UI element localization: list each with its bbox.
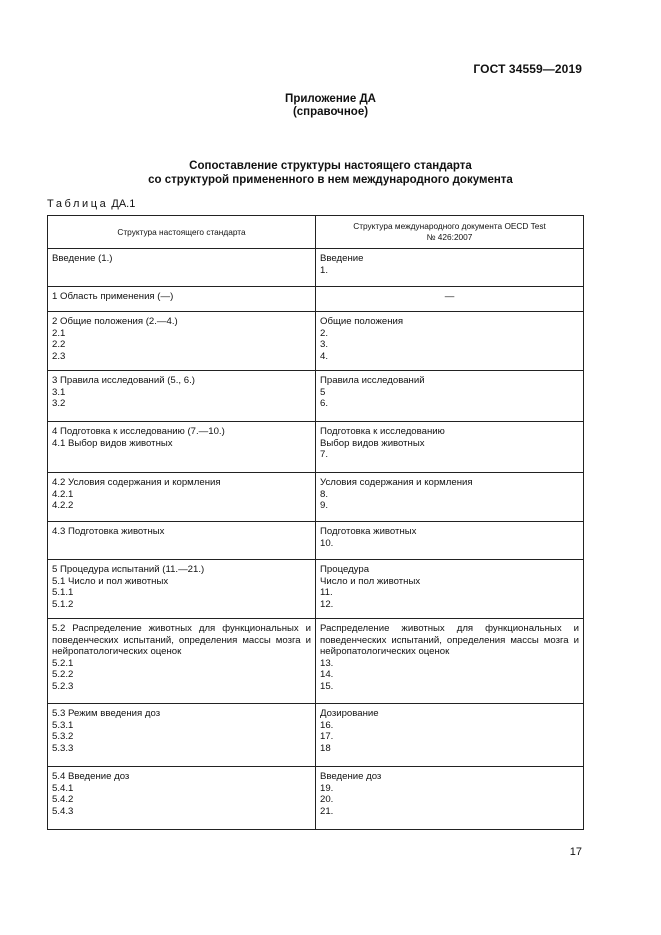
cell-standard: 5.2 Распределение животных для функциональных и поведенческих испытаний, определения массы мозга и нейропатологических оценок 5.2.1 5.2.2 5.2.3 (48, 619, 316, 704)
cell-standard: 4.3 Подготовка животных (48, 522, 316, 560)
table-row (48, 704, 584, 767)
table-caption (47, 198, 135, 210)
appendix-type: (справочное) (292, 106, 369, 118)
table-row (48, 287, 584, 312)
cell-standard: 4.2 Условия содержания и кормления 4.2.1 4.2.2 (48, 473, 316, 522)
cell-standard: 4 Подготовка к исследованию (7.—10.) 4.1 Выбор видов животных (48, 422, 316, 473)
table-row (48, 522, 584, 560)
table-row (48, 473, 584, 522)
cell-standard: 5.4 Введение доз 5.4.1 5.4.2 5.4.3 (48, 767, 316, 830)
cell-standard: Введение (1.) (48, 249, 316, 287)
cell-international: Подготовка животных 10. (316, 522, 584, 560)
cell-international: Подготовка к исследованию Выбор видов животных 7. (316, 422, 584, 473)
cell-international: Дозирование 16. 17. 18 (316, 704, 584, 767)
table-row (48, 371, 584, 422)
cell-international: Введение доз 19. 20. 21. (316, 767, 584, 830)
heading-line-2: со структурой примененного в нем международного документа (148, 174, 513, 186)
section-heading (0, 159, 661, 187)
cell-standard: 1 Область применения (—) (48, 287, 316, 312)
appendix-block (0, 93, 661, 119)
table-header-row (48, 216, 584, 249)
cell-standard: 5.3 Режим введения доз 5.3.1 5.3.2 5.3.3 (48, 704, 316, 767)
cell-international: Общие положения 2. 3. 4. (316, 312, 584, 371)
cell-international: — (316, 287, 584, 312)
column-header-international: Структура международного документа OECD Test № 426:2007 (316, 216, 584, 249)
page-number: 17 (569, 846, 582, 858)
cell-standard: 3 Правила исследований (5., 6.) 3.1 3.2 (48, 371, 316, 422)
table-row (48, 312, 584, 371)
cell-international: Распределение животных для функциональных и поведенческих испытаний, определения массы мозга и нейропатологических оценок 13. 14. 15. (316, 619, 584, 704)
cell-international: Правила исследований 5 6. (316, 371, 584, 422)
cell-international: Введение 1. (316, 249, 584, 287)
table-row (48, 619, 584, 704)
table-row (48, 249, 584, 287)
cell-international: Условия содержания и кормления 8. 9. (316, 473, 584, 522)
appendix-title: Приложение ДА (285, 93, 376, 105)
table-body (48, 249, 584, 830)
cell-international: Процедура Число и пол животных 11. 12. (316, 560, 584, 619)
table-caption-word: Таблица (47, 198, 109, 210)
column-header-standard: Структура настоящего стандарта (48, 216, 316, 249)
table-row (48, 560, 584, 619)
table-row (48, 422, 584, 473)
table-row (48, 767, 584, 830)
comparison-table (47, 215, 584, 830)
document-code: ГОСТ 34559—2019 (473, 62, 582, 76)
table-caption-number: ДА.1 (108, 198, 136, 210)
heading-line-1: Сопоставление структуры настоящего стандарта (189, 160, 472, 172)
cell-standard: 2 Общие положения (2.—4.) 2.1 2.2 2.3 (48, 312, 316, 371)
cell-standard: 5 Процедура испытаний (11.—21.) 5.1 Число и пол животных 5.1.1 5.1.2 (48, 560, 316, 619)
